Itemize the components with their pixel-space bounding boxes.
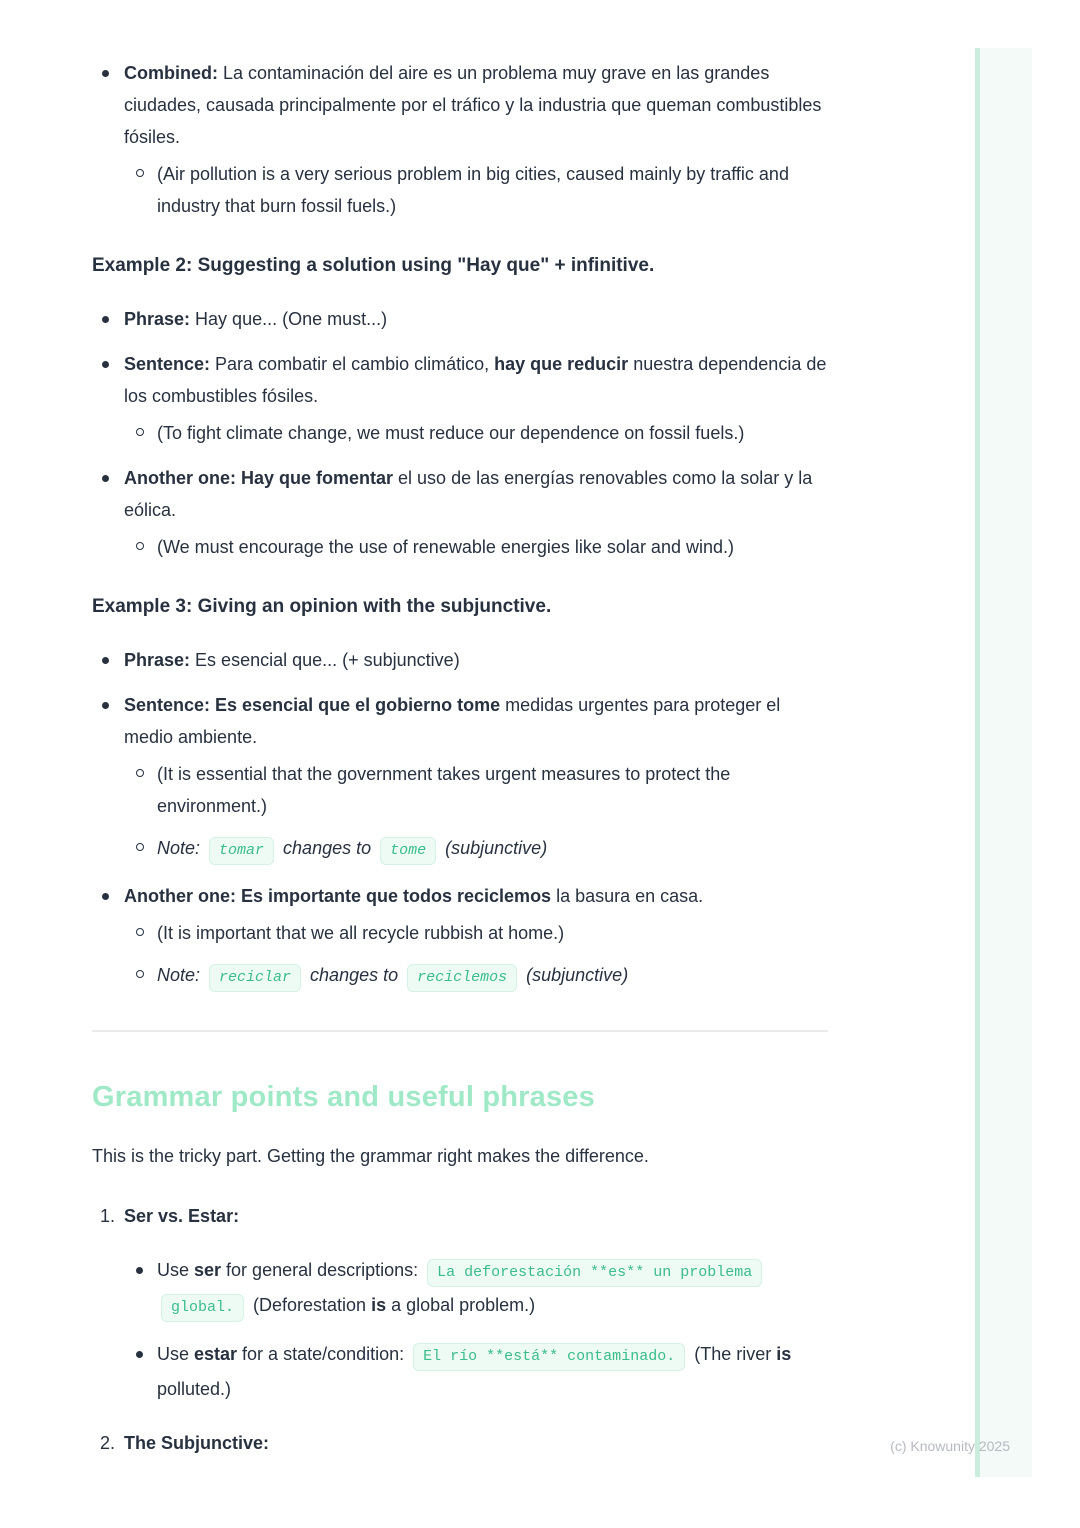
note-text: Note: reciclar changes to reciclemos (subjunctive) [157,959,828,994]
list-item-text: Use ser for general descriptions: La deforestación **es** un problema global. (Deforestation is a global problem.) [157,1254,828,1324]
list-item-text: Sentence: Para combatir el cambio climático, hay que reducir nuestra dependencia de los combustibles fósiles. [124,354,827,406]
list-item-another-one [92,462,828,563]
numbered-item-subjunctive [92,1427,828,1459]
note-line [124,959,828,994]
translation-text: (Air pollution is a very serious problem in big cities, caused mainly by traffic and industry that burn fossil fuels.) [157,164,789,216]
example2-heading: Example 2: Suggesting a solution using "Hay que" + infinitive. [92,255,655,276]
sub-list-item [124,917,828,949]
list-item-phrase [92,644,828,676]
list-number: 1. [100,1206,116,1226]
numbered-item-title: Ser vs. Estar: [124,1206,240,1226]
inline-code-chip: tomar [209,837,274,865]
translation-text: (To fight climate change, we must reduce our dependence on fossil fuels.) [157,423,745,443]
note-line [124,832,828,867]
list-item-sentence [92,348,828,449]
note-text: Note: tomar changes to tome (subjunctive) [157,832,828,867]
list-item-text: Another one: Hay que fomentar el uso de las energías renovables como la solar y la eólica. [124,468,813,520]
example3-heading: Example 3: Giving an opinion with the subjunctive. [92,596,552,617]
list-item-use-estar [124,1338,828,1405]
list-item-text: Another one: Es importante que todos reciclemos la basura en casa. [124,886,704,906]
inline-code-chip: reciclar [209,964,301,992]
list-item-sentence [92,689,828,867]
numbered-item-title: The Subjunctive: [124,1433,270,1453]
list-item-text: Use estar for a state/condition: El río **está** contaminado. (The river is polluted.) [157,1344,792,1399]
inline-code-chip: reciclemos [407,964,517,992]
inline-code-chip: El río **está** contaminado. [413,1343,685,1371]
list-item-combined [92,57,828,222]
translation-text: (It is important that we all recycle rubbish at home.) [157,923,565,943]
translation-text: (It is essential that the government takes urgent measures to protect the environment.) [157,764,731,816]
list-item-another-one [92,880,828,994]
inline-code-chip: La deforestación **es** un problema global. [161,1259,762,1322]
page-edge-band [975,48,1032,1477]
page-content [92,0,828,1481]
list-item-text: Phrase: Hay que... (One must...) [124,309,388,329]
numbered-item-ser-vs-estar [92,1200,828,1405]
section-divider [92,1030,828,1032]
grammar-section-heading: Grammar points and useful phrases [92,1081,595,1113]
list-item-use-ser [124,1254,828,1324]
translation-text: (We must encourage the use of renewable energies like solar and wind.) [157,537,734,557]
list-item-phrase [92,303,828,335]
copyright-watermark: (c) Knowunity 2025 [890,1438,1010,1454]
inline-code-chip: tome [380,837,436,865]
list-item-text: Sentence: Es esencial que el gobierno tome medidas urgentes para proteger el medio ambiente. [124,695,781,747]
sub-list-item [124,531,828,563]
sub-list-item [124,158,828,222]
sub-list-item [124,417,828,449]
list-item-text: Combined: La contaminación del aire es un problema muy grave en las grandes ciudades, causada principalmente por el tráfico y la industria que queman combustibles fósiles. [124,63,822,147]
list-item-text: Phrase: Es esencial que... (+ subjunctive) [124,650,460,670]
sub-list-item [124,758,828,822]
grammar-intro-text: This is the tricky part. Getting the grammar right makes the difference. [92,1146,649,1166]
list-number: 2. [100,1433,116,1453]
